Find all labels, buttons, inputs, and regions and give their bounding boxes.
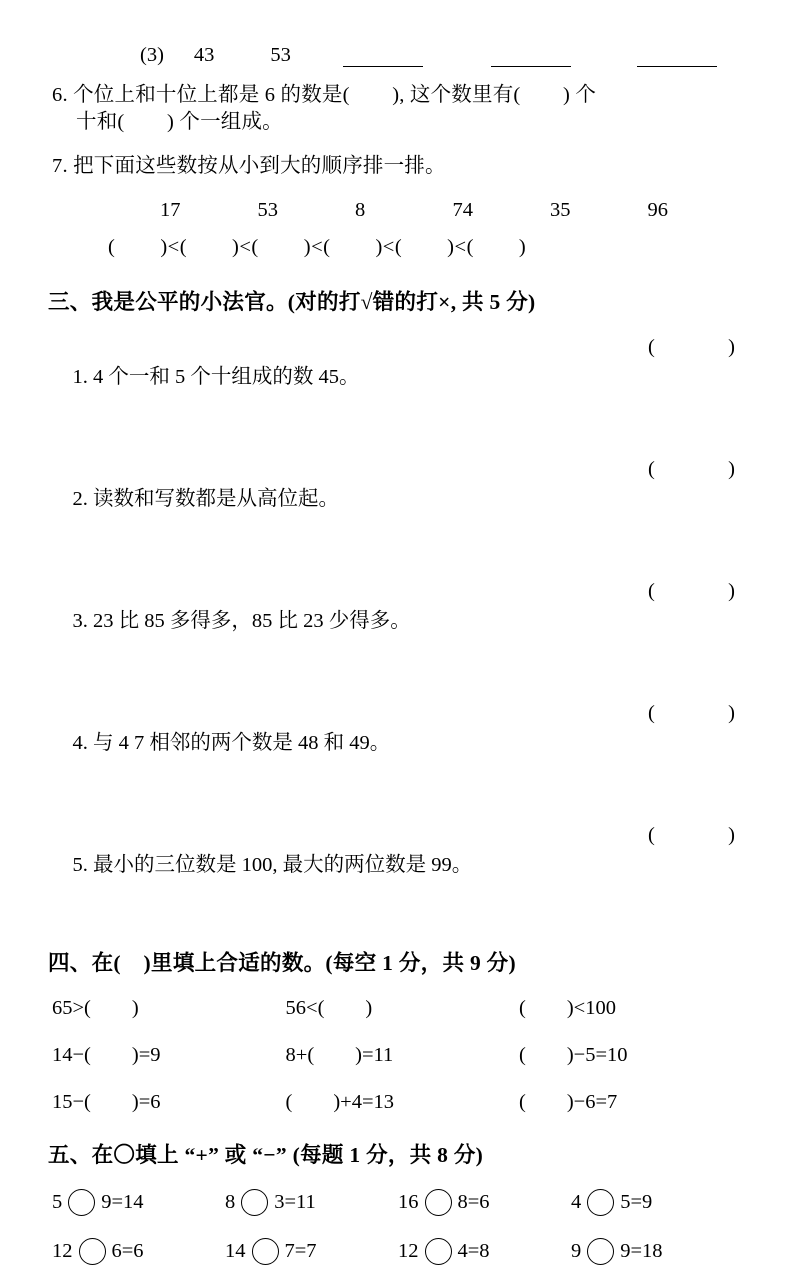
section-four-heading: 四、在( )里填上合适的数。(每空 1 分，共 9 分) xyxy=(48,950,516,975)
operand-left: 5 xyxy=(52,1190,63,1213)
circle-blank-icon[interactable] xyxy=(68,1189,95,1216)
question-3-partial xyxy=(48,44,745,67)
question-3-number-1: 43 xyxy=(193,44,215,66)
answer-paren[interactable]: ( ) xyxy=(648,457,737,480)
operand-right: 9=18 xyxy=(620,1239,663,1262)
answer-paren[interactable]: ( ) xyxy=(648,579,737,602)
circle-blank-icon[interactable] xyxy=(587,1189,614,1216)
fill-blank-expression[interactable]: 8+( )=11 xyxy=(285,1043,394,1066)
operand-right: 5=9 xyxy=(620,1190,653,1213)
item-text: 5. 最小的三位数是 100, 最大的两位数是 99。 xyxy=(72,853,473,876)
number-item: 35 xyxy=(550,198,571,221)
number-item: 53 xyxy=(257,198,278,221)
section-three-item-4 xyxy=(48,702,745,801)
circle-blank-icon[interactable] xyxy=(425,1238,452,1265)
operator-problem[interactable] xyxy=(398,1189,571,1216)
section-five-heading: 五、在〇填上 “+” 或 “−” (每题 1 分，共 8 分) xyxy=(48,1142,484,1167)
number-item: 17 xyxy=(160,198,181,221)
answer-paren[interactable]: ( ) xyxy=(648,335,737,358)
fill-blank-expression[interactable]: 15−( )=6 xyxy=(52,1090,161,1113)
question-7-prompt: 7. 把下面这些数按从小到大的顺序排一排。 xyxy=(52,155,446,177)
circle-blank-icon[interactable] xyxy=(241,1189,268,1216)
fill-blank-expression[interactable]: 14−( )=9 xyxy=(52,1043,161,1066)
operator-problem[interactable] xyxy=(398,1238,571,1265)
section-three-item-3 xyxy=(48,580,745,679)
section-four-row-1 xyxy=(48,997,745,1020)
circle-blank-icon[interactable] xyxy=(252,1238,279,1265)
section-five-row-2 xyxy=(48,1238,745,1265)
question-6-line-2: 十和( ) 个一组成。 xyxy=(76,110,283,133)
number-item: 74 xyxy=(452,198,473,221)
question-3-label: (3) xyxy=(140,44,164,66)
section-three-item-2 xyxy=(48,458,745,557)
operand-right: 6=6 xyxy=(111,1239,144,1262)
operator-problem[interactable] xyxy=(571,1238,744,1265)
operand-left: 12 xyxy=(398,1239,419,1262)
answer-blank[interactable] xyxy=(637,49,717,67)
section-three-heading: 三、我是公平的小法官。(对的打√错的打×, 共 5 分) xyxy=(48,289,536,314)
section-four-row-3 xyxy=(48,1091,745,1114)
section-three-item-1 xyxy=(48,336,745,435)
item-text: 4. 与 4 7 相邻的两个数是 48 和 49。 xyxy=(72,731,391,754)
answer-blank[interactable] xyxy=(491,49,571,67)
section-four-row-2 xyxy=(48,1044,745,1067)
question-7-answer-row[interactable]: ( )<( )<( )<( )<( )<( ) xyxy=(108,235,527,258)
operand-right: 3=11 xyxy=(274,1190,316,1213)
operand-right: 4=8 xyxy=(457,1239,490,1262)
question-7-numbers xyxy=(48,199,745,222)
number-item: 96 xyxy=(647,198,668,221)
operand-left: 4 xyxy=(571,1190,582,1213)
answer-blank[interactable] xyxy=(343,49,423,67)
answer-paren[interactable]: ( ) xyxy=(648,701,737,724)
item-text: 1. 4 个一和 5 个十组成的数 45。 xyxy=(72,365,360,388)
section-five-row-1 xyxy=(48,1189,745,1216)
operator-problem[interactable] xyxy=(52,1189,225,1216)
section-three-item-5 xyxy=(48,824,745,923)
fill-blank-expression[interactable]: ( )+4=13 xyxy=(285,1090,395,1113)
item-text: 3. 23 比 85 多得多，85 比 23 少得多。 xyxy=(72,609,411,632)
operator-problem[interactable] xyxy=(225,1238,398,1265)
operand-right: 7=7 xyxy=(284,1239,317,1262)
fill-blank-expression[interactable]: ( )−5=10 xyxy=(519,1043,628,1066)
circle-blank-icon[interactable] xyxy=(425,1189,452,1216)
operand-left: 16 xyxy=(398,1190,419,1213)
circle-blank-icon[interactable] xyxy=(587,1238,614,1265)
fill-blank-expression[interactable]: 56<( ) xyxy=(285,996,373,1019)
circle-blank-icon[interactable] xyxy=(79,1238,106,1265)
question-6-line-1: 6. 个位上和十位上都是 6 的数是( ), 这个数里有( ) 个 xyxy=(52,84,597,106)
operator-problem[interactable] xyxy=(571,1189,744,1216)
fill-blank-expression[interactable]: ( )<100 xyxy=(519,996,616,1019)
operand-left: 14 xyxy=(225,1239,246,1262)
operand-left: 8 xyxy=(225,1190,236,1213)
item-text: 2. 读数和写数都是从高位起。 xyxy=(72,487,339,510)
operand-right: 9=14 xyxy=(101,1190,144,1213)
fill-blank-expression[interactable]: ( )−6=7 xyxy=(519,1090,618,1113)
operand-right: 8=6 xyxy=(457,1190,490,1213)
number-item: 8 xyxy=(355,198,366,221)
operator-problem[interactable] xyxy=(52,1238,225,1265)
operand-left: 9 xyxy=(571,1239,582,1262)
operand-left: 12 xyxy=(52,1239,73,1262)
operator-problem[interactable] xyxy=(225,1189,398,1216)
fill-blank-expression[interactable]: 65>( ) xyxy=(52,996,139,1019)
answer-paren[interactable]: ( ) xyxy=(648,823,737,846)
question-3-number-2: 53 xyxy=(270,44,291,66)
